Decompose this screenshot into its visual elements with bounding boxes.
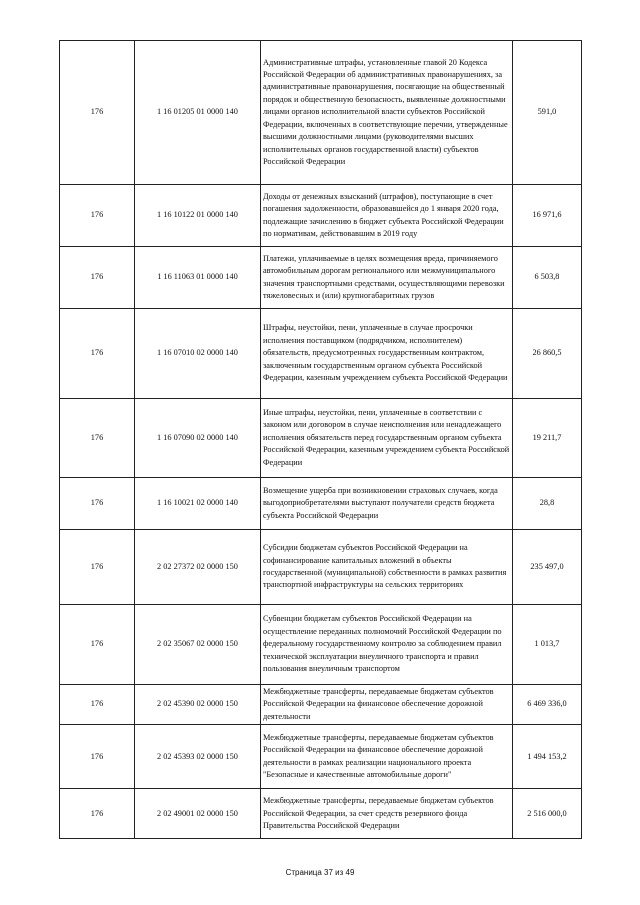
chapter-cell: 176 <box>60 530 135 605</box>
name-cell: Иные штрафы, неустойки, пени, уплаченные в соответствии с законом или договором в случае неисполнения или ненадлежащего исполнения обязательств перед государственным органом субъекта Российской Федерации, казенным учреждением субъекта Российской Федерации <box>261 399 513 478</box>
budget-revenue-table <box>59 40 582 839</box>
code-cell: 2 02 49001 02 0000 150 <box>135 789 261 839</box>
code-cell: 1 16 07090 02 0000 140 <box>135 399 261 478</box>
code-cell: 1 16 01205 01 0000 140 <box>135 41 261 185</box>
table-row <box>60 789 582 839</box>
amount-cell: 591,0 <box>513 41 582 185</box>
chapter-cell: 176 <box>60 605 135 685</box>
code-cell: 1 16 11063 01 0000 140 <box>135 247 261 309</box>
table-row <box>60 725 582 789</box>
code-cell: 2 02 35067 02 0000 150 <box>135 605 261 685</box>
name-cell: Межбюджетные трансферты, передаваемые бюджетам субъектов Российской Федерации на финансовое обеспечение дорожной деятельности в рамках реализации национального проекта "Безопасные и качественные автомобильные дороги" <box>261 725 513 789</box>
name-cell: Межбюджетные трансферты, передаваемые бюджетам субъектов Российской Федерации на финансовое обеспечение дорожной деятельности <box>261 685 513 725</box>
name-cell: Платежи, уплачиваемые в целях возмещения вреда, причиняемого автомобильным дорогам регионального или межмуниципального значения транспортными средствами, осуществляющими перевозки тяжеловесных и (или) крупногабаритных грузов <box>261 247 513 309</box>
code-cell: 2 02 27372 02 0000 150 <box>135 530 261 605</box>
name-cell: Возмещение ущерба при возникновении страховых случаев, когда выгодоприобретателями выступают получатели средств бюджета субъекта Российской Федерации <box>261 478 513 530</box>
code-cell: 2 02 45390 02 0000 150 <box>135 685 261 725</box>
table-row <box>60 41 582 185</box>
table-row <box>60 309 582 399</box>
code-cell: 1 16 07010 02 0000 140 <box>135 309 261 399</box>
table-row <box>60 478 582 530</box>
amount-cell: 6 503,8 <box>513 247 582 309</box>
amount-cell: 235 497,0 <box>513 530 582 605</box>
code-cell: 1 16 10021 02 0000 140 <box>135 478 261 530</box>
name-cell: Межбюджетные трансферты, передаваемые бюджетам субъектов Российской Федерации, за счет средств резервного фонда Правительства Российской Федерации <box>261 789 513 839</box>
name-cell: Субвенции бюджетам субъектов Российской Федерации на осуществление переданных полномочий Российской Федерации по федеральному государственному контролю за соблюдением правил технической эксплуатации внеуличного транспорта и правил пользования внеуличным транспортом <box>261 605 513 685</box>
amount-cell: 19 211,7 <box>513 399 582 478</box>
chapter-cell: 176 <box>60 478 135 530</box>
amount-cell: 6 469 336,0 <box>513 685 582 725</box>
chapter-cell: 176 <box>60 789 135 839</box>
chapter-cell: 176 <box>60 247 135 309</box>
table-row <box>60 605 582 685</box>
chapter-cell: 176 <box>60 185 135 247</box>
table-row <box>60 247 582 309</box>
amount-cell: 2 516 000,0 <box>513 789 582 839</box>
chapter-cell: 176 <box>60 685 135 725</box>
name-cell: Доходы от денежных взысканий (штрафов), поступающие в счет погашения задолженности, образовавшейся до 1 января 2020 года, подлежащие зачислению в бюджет субъекта Российской Федерации по нормативам, действовавшим в 2019 году <box>261 185 513 247</box>
table-row <box>60 685 582 725</box>
amount-cell: 28,8 <box>513 478 582 530</box>
name-cell: Штрафы, неустойки, пени, уплаченные в случае просрочки исполнения поставщиком (подрядчиком, исполнителем) обязательств, предусмотренных государственным контрактом, заключенным государственным органом субъекта Российской Федерации, казенным учреждением субъекта Российской Федерации <box>261 309 513 399</box>
name-cell: Субсидии бюджетам субъектов Российской Федерации на софинансирование капитальных вложений в объекты государственной (муниципальной) собственности в рамках развития транспортной инфраструктуры на сельских территориях <box>261 530 513 605</box>
page-number-footer: Страница 37 из 49 <box>285 868 355 877</box>
chapter-cell: 176 <box>60 41 135 185</box>
amount-cell: 1 013,7 <box>513 605 582 685</box>
chapter-cell: 176 <box>60 309 135 399</box>
code-cell: 1 16 10122 01 0000 140 <box>135 185 261 247</box>
amount-cell: 16 971,6 <box>513 185 582 247</box>
amount-cell: 26 860,5 <box>513 309 582 399</box>
table-row <box>60 399 582 478</box>
chapter-cell: 176 <box>60 399 135 478</box>
table-row <box>60 530 582 605</box>
code-cell: 2 02 45393 02 0000 150 <box>135 725 261 789</box>
chapter-cell: 176 <box>60 725 135 789</box>
amount-cell: 1 494 153,2 <box>513 725 582 789</box>
name-cell: Административные штрафы, установленные главой 20 Кодекса Российской Федерации об административных правонарушениях, за административные правонарушения, посягающие на общественный порядок и общественную безопасность, выявленные должностными лицами органов исполнительной власти субъектов Российской Федерации, включенных в соответствующие перечни, утвержденные высшими должностными лицами (руководителями высших исполнительных органов государственной власти) субъектов Российской Федерации <box>261 41 513 185</box>
table-row <box>60 185 582 247</box>
